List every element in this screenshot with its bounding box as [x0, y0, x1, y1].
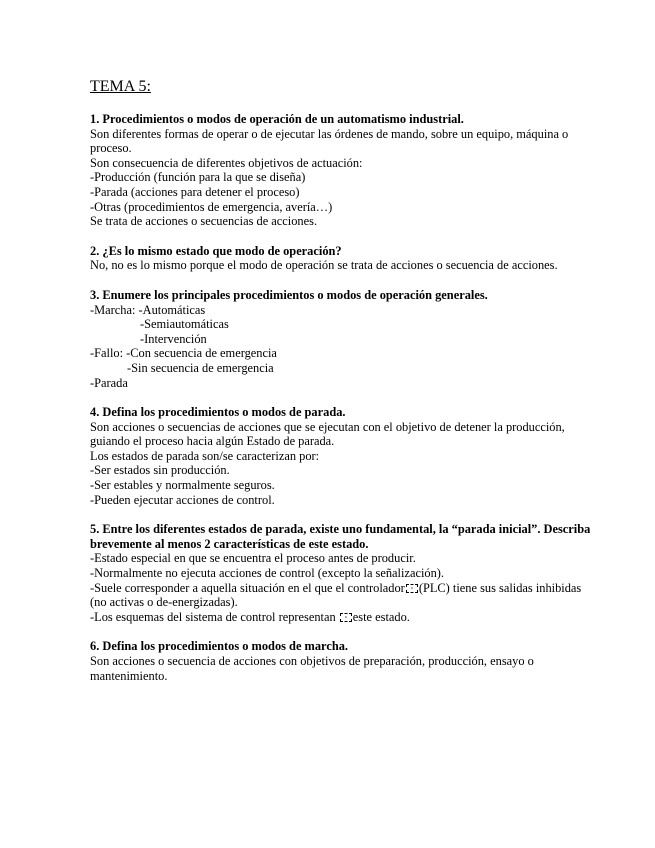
- question-heading: 1. Procedimientos o modos de operación de un automatismo industrial.: [90, 112, 464, 126]
- section-5: [90, 522, 595, 624]
- answer-line: No, no es lo mismo porque el modo de operación se trata de acciones o secuencia de acciones.: [90, 258, 558, 273]
- answer-line: -Sin secuencia de emergencia: [127, 360, 274, 375]
- section-4: [90, 405, 595, 507]
- section-3: [90, 288, 595, 390]
- answer-text: este estado.: [352, 609, 410, 624]
- answer-line: Se trata de acciones o secuencias de acciones.: [90, 214, 318, 229]
- answer-line: Son acciones o secuencias de acciones que se ejecutan con el objetivo de detener la producción, guiando el proceso hacia algún Estado de parada.: [90, 419, 565, 449]
- answer-line: -Otras (procedimientos de emergencia, avería…): [90, 199, 333, 214]
- section-6: [90, 639, 595, 683]
- answer-line: -Semiautomáticas: [140, 317, 229, 332]
- answer-line: -Ser estados sin producción.: [90, 463, 230, 478]
- answer-text: (PLC) tiene sus salidas inhibidas (no activas o de-energizadas).: [90, 580, 582, 610]
- answer-line: Son consecuencia de diferentes objetivos de actuación:: [90, 155, 363, 170]
- question-heading: 6. Defina los procedimientos o modos de marcha.: [90, 639, 349, 654]
- question-heading: 5. Entre los diferentes estados de parada, existe uno fundamental, la “parada inicial”. Describa brevemente al menos 2 características de este estado.: [90, 522, 591, 551]
- answer-text: -Los esquemas del sistema de control representan: [90, 609, 339, 624]
- answer-text: -Suele corresponder a aquella situación en el que el controlador: [90, 580, 405, 595]
- answer-line-with-glyph: [90, 610, 595, 625]
- answer-line: -Normalmente no ejecuta acciones de control (excepto la señalización).: [90, 566, 444, 581]
- section-2: [90, 244, 595, 273]
- answer-line: -Parada (acciones para detener el proceso): [90, 184, 300, 199]
- answer-line: -Estado especial en que se encuentra el proceso antes de producir.: [90, 551, 416, 566]
- answer-line: -Fallo: -Con secuencia de emergencia: [90, 346, 277, 361]
- answer-line: -Ser estables y normalmente seguros.: [90, 478, 275, 493]
- answer-line: -Producción (función para la que se diseña): [90, 170, 306, 185]
- answer-line: Son diferentes formas de operar o de ejecutar las órdenes de mando, sobre un equipo, máquina o proceso.: [90, 126, 569, 156]
- missing-glyph-icon: ▫: [340, 613, 352, 622]
- answer-line: Son acciones o secuencia de acciones con objetivos de preparación, producción, ensayo o mantenimiento.: [90, 654, 534, 683]
- missing-glyph-icon: ▫: [406, 584, 418, 593]
- answer-line: -Intervención: [140, 331, 207, 346]
- answer-line: Los estados de parada son/se caracterizan por:: [90, 448, 320, 463]
- page-title: TEMA 5:: [90, 78, 151, 95]
- answer-line: -Marcha: -Automáticas: [90, 302, 206, 317]
- answer-line: -Pueden ejecutar acciones de control.: [90, 492, 275, 507]
- question-heading: 2. ¿Es lo mismo estado que modo de operación?: [90, 243, 342, 258]
- section-1: [90, 112, 595, 229]
- question-heading: 4. Defina los procedimientos o modos de parada.: [90, 405, 346, 420]
- question-heading: 3. Enumere los principales procedimientos o modos de operación generales.: [90, 287, 488, 302]
- answer-line: -Parada: [90, 375, 128, 390]
- answer-line-with-glyph: [90, 581, 595, 610]
